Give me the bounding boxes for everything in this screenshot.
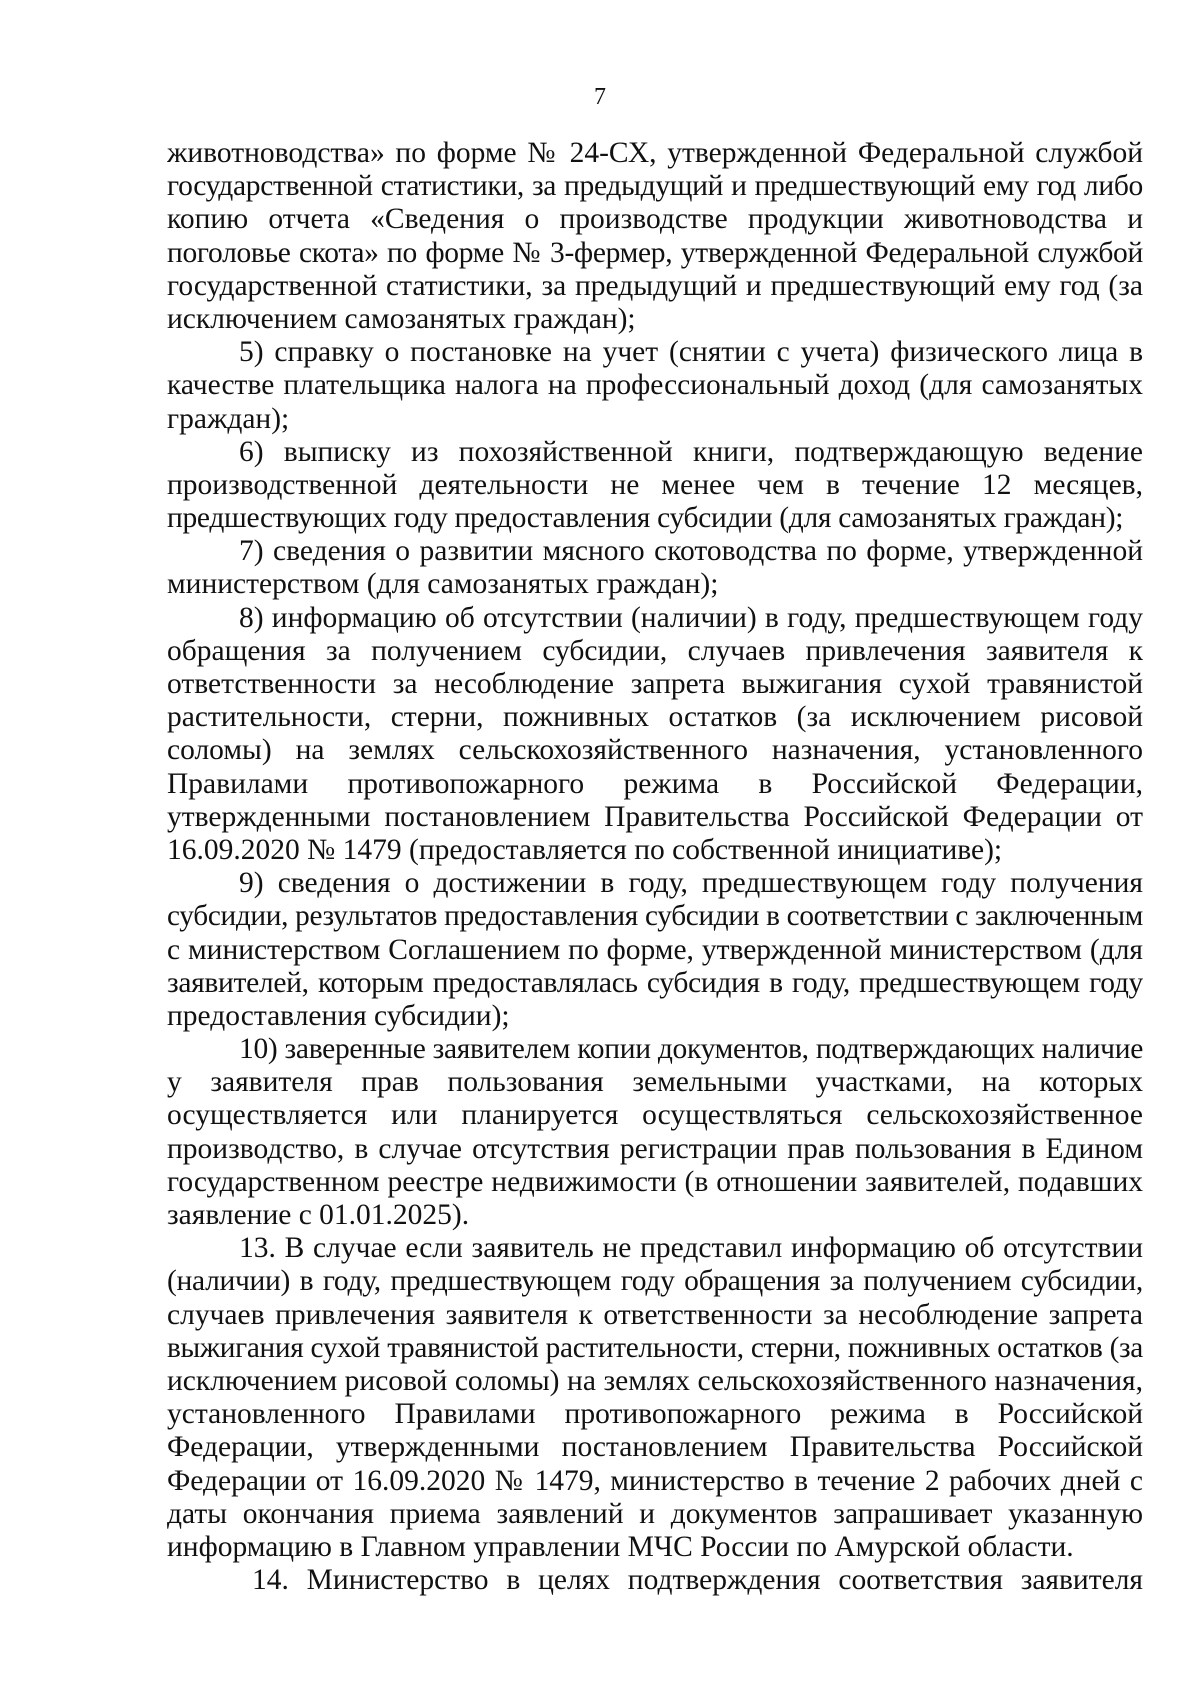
page-number: 7: [594, 84, 606, 110]
text-line: ответственности за несоблюдение запрета выжигания сухой травянистой: [167, 668, 1143, 700]
text-line: у заявителя прав пользования земельными участками, на которых: [167, 1066, 1143, 1099]
text-line: 16.09.2020 № 1479 (предоставляется по собственной инициативе);: [167, 833, 1003, 866]
text-line: обращения за получением субсидии, случаев привлечения заявителя к: [167, 634, 1143, 667]
text-line: растительности, стерни, пожнивных остатков (за исключением рисовой: [167, 701, 1143, 734]
text-line: животноводства» по форме № 24-СХ, утвержденной Федеральной службой: [167, 137, 1143, 169]
text-line: заявление с 01.01.2025).: [167, 1199, 470, 1231]
text-line: предшествующих году предоставления субсидии (для самозанятых граждан);: [167, 502, 1124, 535]
text-line: Федерации от 16.09.2020 № 1479, министерство в течение 2 рабочих дней с: [167, 1464, 1143, 1497]
document-body: [167, 137, 1143, 1597]
text-line: 7) сведения о развитии мясного скотоводства по форме, утвержденной: [239, 535, 1143, 568]
text-line: 13. В случае если заявитель не представил информацию об отсутствии: [239, 1232, 1143, 1265]
text-line: (наличии) в году, предшествующем году обращения за получением субсидии,: [167, 1265, 1143, 1298]
text-line: 14. Министерство в целях подтверждения соответствия заявителя: [252, 1564, 1143, 1597]
text-line: информацию в Главном управлении МЧС России по Амурской области.: [167, 1530, 1074, 1563]
text-line: Правилами противопожарного режима в Российской Федерации,: [167, 767, 1143, 800]
text-line: установленного Правилами противопожарного режима в Российской: [167, 1398, 1143, 1431]
text-line: Федерации, утвержденными постановлением Правительства Российской: [167, 1431, 1143, 1464]
text-line: министерством (для самозанятых граждан);: [167, 568, 719, 601]
text-line: заявителей, которым предоставлялась субсидия в году, предшествующем году: [167, 966, 1143, 999]
text-line: осуществляется или планируется осуществляться сельскохозяйственное: [167, 1099, 1143, 1132]
text-line: предоставления субсидии);: [167, 999, 510, 1032]
text-line: утвержденными постановлением Правительства Российской Федерации от: [167, 800, 1143, 833]
text-line: производство, в случае отсутствия регистрации прав пользования в Едином: [167, 1132, 1143, 1165]
text-line: исключением рисовой соломы) на землях сельскохозяйственного назначения,: [167, 1364, 1143, 1397]
text-line: государственной статистики, за предыдущий и предшествующий ему год либо: [167, 170, 1143, 203]
text-line: 5) справку о постановке на учет (снятии с учета) физического лица в: [239, 336, 1143, 369]
text-line: даты окончания приема заявлений и документов запрашивает указанную: [167, 1497, 1143, 1530]
text-line: копию отчета «Сведения о производстве продукции животноводства и: [167, 203, 1143, 236]
text-line: с министерством Соглашением по форме, утвержденной министерством (для: [167, 933, 1143, 966]
text-line: случаев привлечения заявителя к ответственности за несоблюдение запрета: [167, 1298, 1143, 1331]
text-line: 9) сведения о достижении в году, предшествующем году получения: [239, 867, 1143, 900]
text-line: исключением самозанятых граждан);: [167, 302, 636, 335]
text-line: выжигания сухой травянистой растительности, стерни, пожнивных остатков (за: [167, 1331, 1143, 1364]
text-line: субсидии, результатов предоставления субсидии в соответствии с заключенным: [167, 900, 1143, 933]
text-line: качестве плательщика налога на профессиональный доход (для самозанятых: [167, 369, 1143, 402]
text-line: 6) выписку из похозяйственной книги, подтверждающую ведение: [239, 435, 1143, 468]
text-line: соломы) на землях сельскохозяйственного назначения, установленного: [167, 734, 1143, 767]
text-line: поголовье скота» по форме № 3-фермер, утвержденной Федеральной службой: [167, 236, 1143, 269]
text-line: 10) заверенные заявителем копии документов, подтверждающих наличие: [239, 1033, 1143, 1066]
text-line: государственном реестре недвижимости (в отношении заявителей, подавших: [167, 1165, 1143, 1198]
text-line: 8) информацию об отсутствии (наличии) в году, предшествующем году: [239, 601, 1143, 634]
text-line: граждан);: [167, 402, 290, 435]
text-line: производственной деятельности не менее чем в течение 12 месяцев,: [167, 468, 1143, 501]
text-line: государственной статистики, за предыдущий и предшествующий ему год (за: [167, 269, 1143, 302]
